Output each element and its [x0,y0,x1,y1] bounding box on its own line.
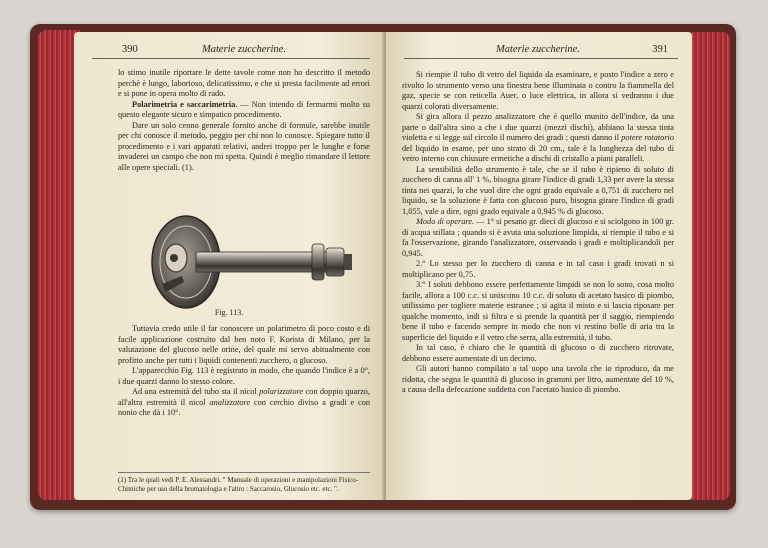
paragraph: Dare un solo cenno generale fornito anche di formule, sarebbe inutile per chi conosce il metodo, peggio per chi non lo conosce. Spiegare tutto il procedimento e i vari apparati relativi, andrei troppo per le lunghe e forse invaderei un campo che non mi spetta. Quindi è meglio rimandare il lettore alle opere speciali. (1). [118,120,370,172]
right-page [386,32,692,500]
paragraph: La sensibilità dello strumento è tale, che se il tubo è ripieno di soluto di zucchero di canna all' 1 %, bisogna girare l'indice di gradi 1,33 per avere la stessa tinta nei quarzi, lo che vuol dire che ogni grado equivale a 0,751 di zucchero nel liquido, se la soluzione è fatta con glucoso puro, bisogna girare l'indice di gradi 1,055, vale a dire, ogni grado equivale a 0,945 % di glucoso. [402,164,674,216]
page-number: 391 [652,44,668,55]
italic-term: analizzatore [209,397,251,407]
left-text-top [118,68,370,173]
italic-term: Modo di operare. [416,217,475,226]
footnote: (1) Tra le quali vedi P. E. Alessandri. " Manuale di operazioni e manipolazioni Fisico-Chimiche per uso della bromatologia e l'altro : Saccarosio, Glucosio etc. etc. ". [118,472,370,494]
paragraph: Gli autori hanno compilato a tal uopo una tavola che io riproduco, da me ridotta, che segna le quantità di glucoso in grammi per litro, aumentate del 10 %, a causa della defecazione suddetta con l'acetato basico di piombo. [402,364,674,394]
paragraph-text: Ad una estremità del tubo sta il nicol [132,387,260,396]
page-number: 390 [122,44,138,55]
italic-term: potere rotatorio [621,133,674,142]
right-page-header [404,44,678,59]
paragraph-text: — 1° si pesano gr. dieci di glucoso e si sciolgono in 100 gr. di acqua stillata ; quando si è avuta una soluzione limpida, si riempie il tubo e si fa l'osservazione, girando l'analizzatore, osservando i gradi e moltiplicandoli per 0,945. [402,217,674,258]
paragraph [402,112,674,165]
page-edges-right [690,32,730,500]
italic-term: polarizzatore [259,387,304,396]
paragraph [118,387,370,419]
paragraph-text: con cerchio diviso a gradi e con nonio che dà i 10°. [118,397,370,417]
paragraph: Tuttavia credo utile il far conoscere un polarimetro di poco costo e di facile applicazione costruito dal ben noto F. Korista di Milano, per la valutazione del glucoso nelle orine, del quale mi servo abitualmente con profitto anche per tutti i liquidi contenenti zucchero, o glucoso. [118,324,370,365]
left-text-bottom [118,324,370,419]
polarimeter-illustration [134,210,364,310]
paragraph [118,100,370,121]
paragraph: Si riempie il tubo di vetro del liquido da esaminare, e posto l'indice a zero e rivolto lo strumento verso una finestra bene illuminata o contro la fiammella del gaz, specie se con reticella Auer, o luce elettrica, in allora si vedranno i due quarzi colorati diversamente. [402,70,674,111]
left-page-header [92,44,370,59]
running-title: Materie zuccherine. [496,44,580,55]
paragraph-text: — Non intendo di fermarmi molto su questo elegante sicuro e simpatico procedimento. [118,99,370,119]
paragraph: In tal caso, è chiaro che le quantità di glucoso o di zucchero ritrovate, debbono essere aumentate di un decimo. [402,343,674,363]
paragraph-text: Si gira allora il pezzo analizzatore che è quello munito dell'indice, da una parte o dall'altra sino a che i due quarzi (mezzi dischi), abbiano la stessa tinta violetta e si legge sul circolo il numero dei gradi ; questi danno il [402,112,674,142]
paragraph: 2.° Lo stesso per lo zucchero di canna e in tal caso i gradi trovati n si moltiplicano per 0,75. [402,259,674,279]
paragraph: 3.° I soluti debbono essere perfettamente limpidi se non lo sono, cosa molto facile, allora a 100 c.c. si uniscono 10 c.c. di soluto di acetato basico di piombo, utilissimo per togliere materie estranee ; si agita il misto e si lascia riposare per qualche momento, indi si filtra e si prende la quantità per il saggio, riempiendo bene il tubo e facendo sempre in modo che non vi restino bolle di aria tra la superficie del liquido e il vetro che serra, alla estremità, il tubo. [402,280,674,342]
paragraph: L'apparecchio Fig. 113 è registrato in modo, che quando l'indice è a 0°, i due quarzi danno lo stesso colore. [118,366,370,386]
section-heading: Polarimetria e saccarimetria. [132,99,238,109]
figure-caption: Fig. 113. [214,308,244,317]
paragraph: lo stimo inutile riportare le dette tavole come non ho descritto il metodo perchè è lungo, laborioso, delicatissimo, e che si presta facilmente ad errori e si pone in opera molto di rado. [118,68,370,98]
paragraph-text: del liquido in esame, per uno strato di 20 cm., tale è la lunghezza del tubo di vetro interno con chiusure ermetiche a dischi di cristallo a piani paralleli. [402,143,674,163]
paragraph [402,217,674,259]
right-text [402,70,674,396]
left-page [74,32,384,500]
paragraph-text: con doppio quarzo, all'altra estremità il nicol [118,387,370,407]
running-title: Materie zuccherine. [202,44,286,55]
